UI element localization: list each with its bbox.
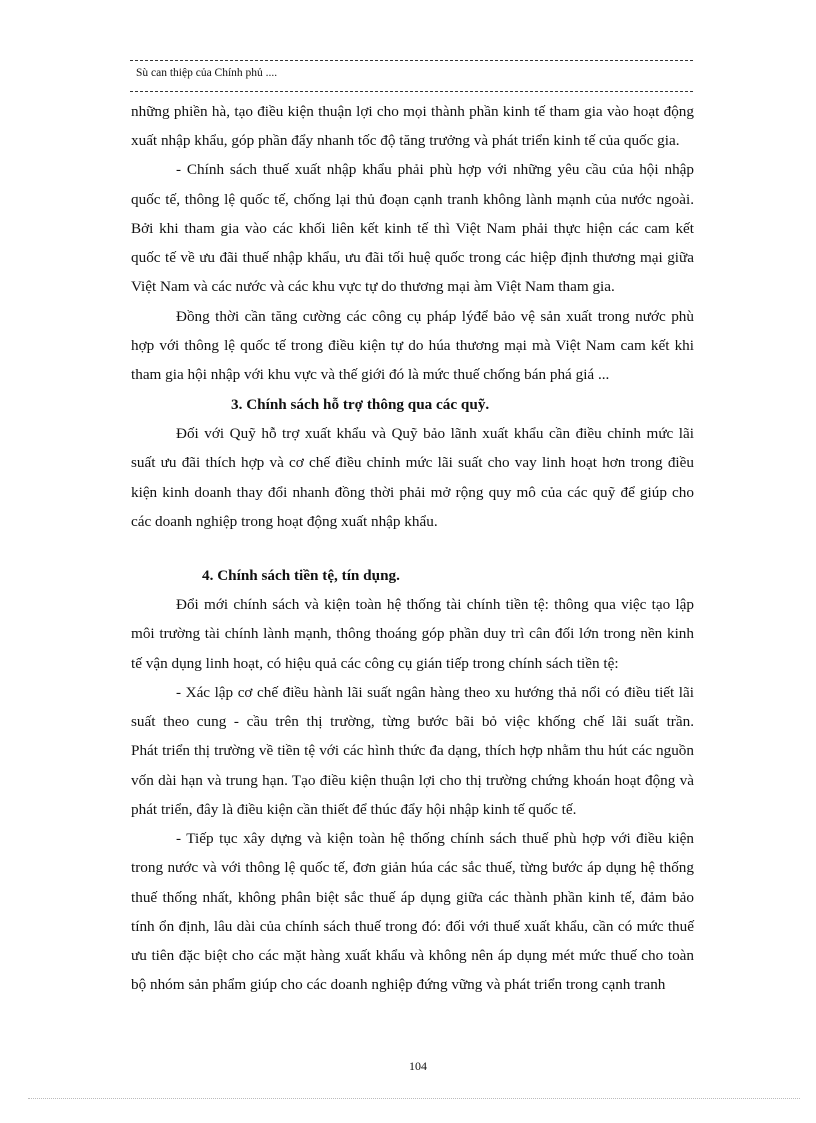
page-bottom-rule	[28, 1098, 800, 1099]
body-line: - Tiếp tục xây dựng và kiện toàn hệ thống chính sách thuế phù hợp với điều kiện	[176, 830, 694, 847]
header-rule-bottom	[130, 91, 693, 92]
body-line: Việt Nam và các nước và các khu vực tự do thương mại àm Việt Nam tham gia.	[131, 278, 615, 295]
body-line: Bởi khi tham gia vào các khối liên kết kinh tế thì Việt Nam phải thực hiện các cam kết	[131, 220, 694, 237]
section-heading-4: 4. Chính sách tiền tệ, tín dụng.	[202, 567, 400, 584]
section-heading-3: 3. Chính sách hỗ trợ thông qua các quỹ.	[231, 396, 490, 413]
body-line: quốc tế về ưu đãi thuế nhập khẩu, ưu đãi tối huệ quốc trong các hiệp định thương mại giữa	[131, 249, 694, 266]
body-line: vốn dài hạn và trung hạn. Tạo điều kiện thuận lợi cho thị trường chứng khoán hoạt động và	[131, 772, 694, 789]
body-line: quốc tế, thông lệ quốc tế, chống lại thủ đoạn cạnh tranh không lành mạnh của nước ngoài.	[131, 191, 694, 208]
body-line: tế vận dụng linh hoạt, có hiệu quả các công cụ gián tiếp trong chính sách tiền tệ:	[131, 655, 619, 672]
body-line: Đổi mới chính sách và kiện toàn hệ thống tài chính tiền tệ: thông qua việc tạo lập	[176, 596, 694, 613]
body-line: Đối với Quỹ hỗ trợ xuất khẩu và Quỹ bảo lãnh xuất khẩu cần điều chỉnh mức lãi	[176, 425, 694, 442]
page-number: 104	[409, 1059, 427, 1073]
body-line: - Xác lập cơ chế điều hành lãi suất ngân hàng theo xu hướng thả nổi có điều tiết lãi	[176, 684, 694, 701]
body-line: phát triển, đây là điều kiện cần thiết để thúc đẩy hội nhập kinh tế quốc tế.	[131, 801, 577, 818]
body-line: suất ưu đãi thích hợp và cơ chế điều chỉnh mức lãi suất cho vay linh hoạt hơn trong điều	[131, 454, 694, 471]
body-line: tính ổn định, lâu dài của chính sách thuế trong đó: đối với thuế xuất khẩu, cần có mức thuế	[131, 918, 694, 935]
body-line: suất theo cung - cầu trên thị trường, từng bước bãi bỏ việc khống chế lãi suất trần.	[131, 713, 694, 730]
body-line: ưu tiên đặc biệt cho các mặt hàng xuất khẩu và không nên áp dụng mét mức thuế cho toàn	[131, 947, 694, 964]
running-header: Sù can thiệp của Chính phủ ....	[136, 67, 278, 79]
body-line: - Chính sách thuế xuất nhập khẩu phải phù hợp với những yêu cầu của hội nhập	[176, 161, 694, 178]
body-line: kiện kinh doanh thay đổi nhanh đồng thời phải mở rộng quy mô của các quỹ để giúp cho	[131, 484, 694, 501]
body-line: bộ nhóm sản phẩm giúp cho các doanh nghiệp đứng vững và phát triển trong cạnh tranh	[131, 976, 666, 993]
body-line: các doanh nghiệp trong hoạt động xuất nhập khẩu.	[131, 513, 438, 530]
body-line: thuế thống nhất, không phân biệt sắc thuế áp dụng giữa các thành phần kinh tế, đảm bảo	[131, 889, 694, 906]
body-line: trong nước và với thông lệ quốc tế, đơn giản húa các sắc thuế, từng bước áp dụng hệ thống	[131, 859, 694, 876]
body-line: những phiền hà, tạo điều kiện thuận lợi cho mọi thành phần kinh tế tham gia vào hoạt động	[131, 103, 694, 120]
body-line: Đồng thời cần tăng cường các công cụ pháp lýđể bảo vệ sản xuất trong nước phù	[176, 308, 694, 325]
body-line: tham gia hội nhập với khu vực và thế giới đó là mức thuế chống bán phá giá ...	[131, 366, 610, 383]
header-rule-top	[130, 60, 693, 61]
body-line: Phát triển thị trường về tiền tệ với các hình thức đa dạng, thích hợp nhằm thu hút các nguồn	[131, 742, 694, 759]
body-line: xuất nhập khẩu, góp phần đẩy nhanh tốc độ tăng trưởng và phát triển kinh tế của quốc gia.	[131, 132, 680, 149]
body-line: hợp với thông lệ quốc tế trong điều kiện tự do húa thương mại mà Việt Nam cam kết khi	[131, 337, 694, 354]
body-line: môi trường tài chính lành mạnh, thông thoáng góp phần duy trì cân đối lớn trong nền kinh	[131, 625, 694, 642]
